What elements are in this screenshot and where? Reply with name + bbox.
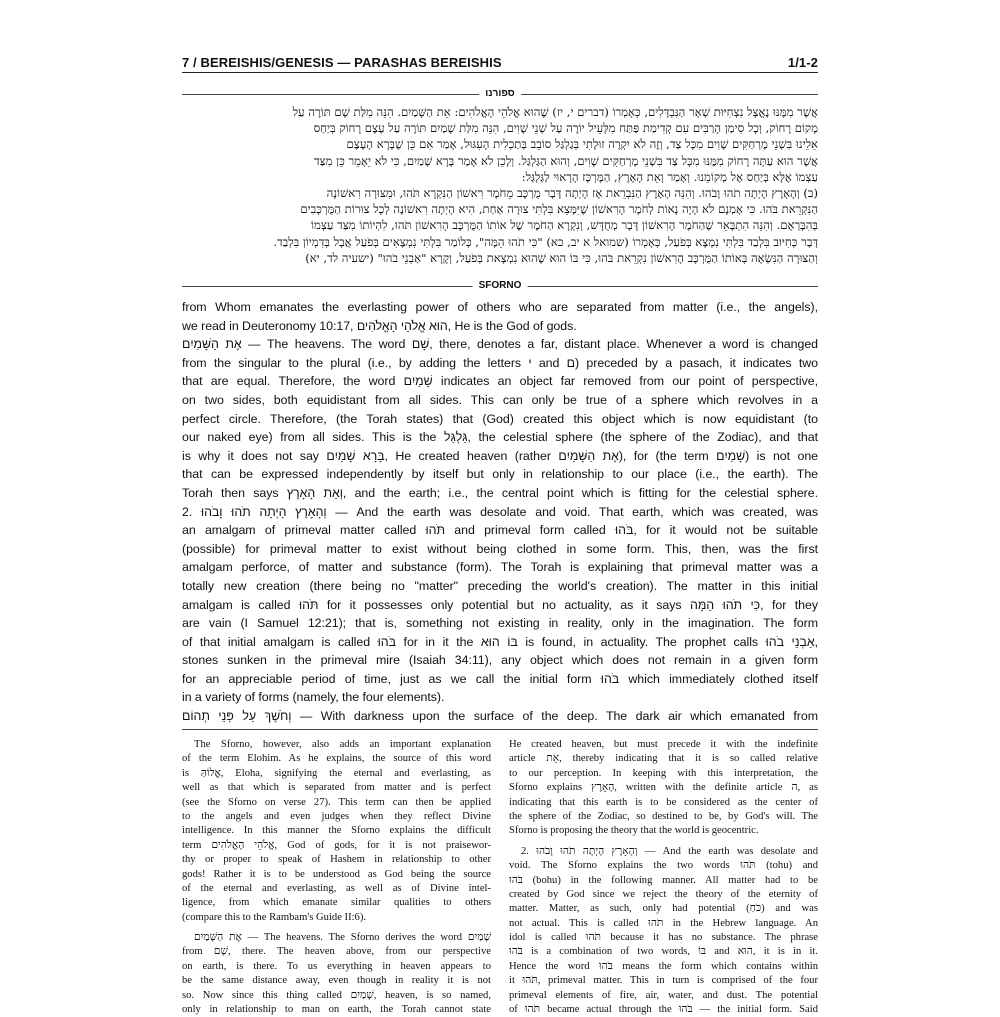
footnote-line: the sphere of the Zodiac, so destined to be, by God's will. The xyxy=(509,810,818,822)
header-rule xyxy=(182,72,818,73)
sforno-line: is why it does not say בָּרָא שָׁמַיִם, He created heaven (rather אֶת הַשָּׁמַיִם), for (the term שָׁמַיִם) is not one xyxy=(182,448,818,463)
sforno-section-label: SFORNO xyxy=(473,280,528,292)
footnote-line: void. The Sforno explains the two words תֹּהוּ (tohu) and xyxy=(509,860,818,872)
sforno-line: that are equal. Therefore, the word שָׁמַיִם indicates an object far removed from our point of perspective, xyxy=(182,374,818,389)
footnote-line: thy or proper to speak of Hashem in relationship to other xyxy=(182,854,491,866)
sforno-line: וְחֹשֶׁךְ עַל פְּנֵי תְהוֹם — With darkness upon the surface of the deep. The dark air which emanated from xyxy=(182,709,818,724)
hebrew-section-divider xyxy=(182,88,818,100)
footnote-line: term אֱלֹהֵי הָאֱלֹהִים, God of gods, for it is not praisewor- xyxy=(182,839,491,851)
sforno-line: we read in Deuteronomy 10:17, הוּא אֱלֹהֵי הָאֱלֹהִים, He is the God of gods. xyxy=(182,318,577,333)
sforno-line: amalgam is called תֹּהוּ for it possesses only potential but no actuality, as it says כִּי תֹהוּ הֵמָּה, for they xyxy=(182,597,818,612)
hebrew-line: עַצְמוֹ אֶלָּא בְּיַחַס אֶל מְקוֹמֵנוּ. וְאָמַר וְאֵת הָאָרֶץ, הַמֶּרְכָּז הָרָאוּי לַגַּלְגַּל: xyxy=(521,169,818,184)
sforno-line: totally new creation (there being no "matter" preceding the world's creation). The matter in this initial xyxy=(182,578,818,593)
sforno-line: an amalgam of primeval matter called תֹּהוּ and primeval form called בֹּהוּ, for it would not be suitable xyxy=(182,523,818,538)
hebrew-commentary xyxy=(182,104,818,266)
footnote-line: intelligence. In this manner the Sforno explains the difficult xyxy=(182,825,491,837)
sforno-line: our naked eye) from all sides. This is the גַּלְגַּל, the celestial sphere (the sphere of the Zodiac), and that xyxy=(182,430,818,445)
footnote-line: בֹּהוּ (bohu) in the following manner. All matter had to be xyxy=(509,874,818,886)
footnote-line: ligence, from which emanate similar qualities to others xyxy=(182,897,491,909)
footnote-line: be the same distance away, even though in reality it is not xyxy=(182,975,491,987)
footnote-line: Sforno explains הָאָרֶץ, written with the definite article ה, as xyxy=(509,782,818,794)
header-title: 7 / BEREISHIS/GENESIS — PARASHAS BEREISHIS xyxy=(182,55,502,70)
footnote-line: בֹּהוּ is a combination of two words, בּוֹ and הוּא, it is in it. xyxy=(509,946,818,958)
footnote-line: The Sforno, however, also adds an important explanation xyxy=(194,739,491,750)
footnote-line: indicating that this earth is to be considered as the center of xyxy=(509,796,818,808)
sforno-line: from the singular to the plural (i.e., by adding the letters י and ם) preceded by a pasach, it indicates two xyxy=(182,355,818,370)
sforno-line: stones sunken in the primeval mire (Isaiah 34:11), any object which does not remain in a given form xyxy=(182,653,818,668)
footnotes-left-column xyxy=(182,738,491,1017)
footnotes xyxy=(182,738,818,1017)
sforno-section-divider xyxy=(182,280,818,292)
footnote-line: of the eternal and everlasting, as well as of Divine intel- xyxy=(182,882,491,894)
sforno-translation xyxy=(182,298,818,726)
footnotes-rule xyxy=(182,729,818,730)
sforno-line: (possible) for primeval matter to exist without being clothed in some form. This, then, was the first xyxy=(182,541,818,556)
hebrew-line: מָקוֹם רָחוֹק, וְכָל סִימַן הָרַבִּים עִם קְדִימַת פַּתַּח מִלְּעֵיל יוֹרֶה עַל שְׁנֵי שָׁוִים, הִנֵּה מִלַּת שָׁמַיִם תּוֹרֶה עַל עֶצֶם רָחוֹק בְּיַחַס xyxy=(313,121,818,136)
footnote-line: is אֱלוֹהַּ, Eloha, signifying the eternal and everlasting, as xyxy=(182,767,491,779)
footnote-line: to the angels and even judges when they reflect Divine xyxy=(182,810,491,822)
sforno-line: perfect circle. Therefore, (the Torah states) that (God) created this object which is now equidistant (to xyxy=(182,411,818,426)
sforno-line: אֶת הַשָּׁמַיִם — The heavens. The word שָׁם, there, denotes a far, distant place. Whenever a word is changed xyxy=(182,337,818,352)
hebrew-line: (ב) וְהָאָרֶץ הָיְתָה תֹהוּ וָבֹהוּ. וְהִנֵּה הָאָרֶץ הַנִּבְרֵאת אָז הָיְתָה דָּבָר מֻרְכָּב מֵחֹמֶר רִאשׁוֹן הַנִּקְרָא תֹּהוּ, וּמִצּוּרָה רִאשׁוֹנָה xyxy=(326,185,818,200)
hebrew-line: הַנִּקְרֵאת בֹּהוּ. כִּי אָמְנָם לֹא הָיָה נָאוֹת לְחֹמֶר הָרִאשׁוֹן שֶׁיִּמָּצֵא בִּלְתִּי צוּרָה אַחַת, הִיא הָיְתָה רִאשׁוֹנָה לְכָל צוּרוֹת הַמֻּרְכָּבִים xyxy=(300,202,818,217)
sforno-line: are vain (I Samuel 12:21); that is, something not existing in reality, only in the imagination. The form xyxy=(182,616,818,631)
hebrew-line: דָּבָר כְּחִיּוּב בִּלְבַד בִּלְתִּי נִמְצָא בְּפֹעַל, כְּאָמְרוֹ (שמואל א יב, כא) "כִּי תֹהוּ הֵמָּה", כְּלוֹמַר בִּלְתִּי נִמְצָאִים בְּפֹעַל אֲבָל בְּדִמְיוֹן בִּלְבַד. xyxy=(273,234,818,249)
footnote-line: so. Now since this thing called שָׁמַיִם, heaven, is so named, xyxy=(182,989,491,1001)
footnote-line: only in relationship to man on earth, the Torah cannot state xyxy=(182,1004,491,1016)
hebrew-line: אֲשֶׁר מִמֶּנּוּ נֶאֱצָל נִצְחִיּוּת שְׁאָר הַנִּבְדָּלִים, כְּאָמְרוֹ (דברים י, יז) שֶׁהוּא אֱלֹהֵי הָאֱלֹהִים: אֵת הַשָּׁמַיִם. הִנֵּה מִלַּת שָׁם תּוֹרֶה עַל xyxy=(292,105,818,119)
sforno-line: amalgam perforce, of matter and substance (form). The Torah is explaining that primeval matter was a xyxy=(182,560,818,575)
sforno-line: Torah then says וְאֵת הָאָרֶץ, and the earth; i.e., the central point which is fitting for the celestial sphere. xyxy=(182,485,818,500)
hebrew-line: אֵלֵינוּ בִּשְׁנֵי מֶרְחַקִּים שָׁוִים מִכָּל צַד, וְזֶה לֹא יִקְרֶה זוּלָתִי בְּגַלְגַּל סוֹבֵב בְּתַכְלִית הָעִגּוּל, אָמַר אִם כֵּן שֶׁבָּרָא הָעֶצֶם xyxy=(346,137,818,152)
footnote-line: of the term Elohim. As he explains, the source of this word xyxy=(182,753,491,765)
footnote-line: matter. Matter, as such, only had potential (כֹּחַ) and was xyxy=(509,903,818,915)
footnote-line: gods! Rather it is to be understood as God being the source xyxy=(182,868,491,880)
sforno-line: for an appreciable period of time, just as we call the initial form בֹּהוּ which immediately clothed itself xyxy=(182,671,818,686)
footnote-line: from שָׁם, there. The heaven above, from our perspective xyxy=(182,946,491,958)
hebrew-line: אֲשֶׁר הוּא עַתָּה רָחוֹק מִמֶּנּוּ מִכָּל צַד בִּשְׁנֵי מֶרְחַקִּים שָׁוִים, וְהוּא הַגַּלְגַּל. וְלָכֵן לֹא אָמַר בָּרָא שָׁמַיִם, כִּי לֹא יֵאָמֵר כֵּן מִצַּד xyxy=(313,153,818,168)
footnote-line: of תֹּהוּ became actual through the בֹּהוּ — the initial form. Said xyxy=(509,1004,818,1016)
sforno-line: of that initial amalgam is called בֹּהוּ for in it the בּוֹ הוּא is found, in actuality. The prophet calls אַבְנֵי בֹהוּ, xyxy=(182,634,818,649)
sforno-line: 2. וְהָאָרֶץ הָיְתָה תֹהוּ וָבֹהוּ — And the earth was desolate and void. That earth, which was created, was xyxy=(182,504,818,519)
hebrew-line: בְּהִבָּרְאָם. וְהִנֵּה הִתְבָּאֵר שֶׁהַחֹמֶר הָרִאשׁוֹן דָּבָר מְחֻדָּשׁ, וְנִקְרָא הַחֹמֶר שֶׁל אוֹתוֹ הַמֻּרְכָּב הָרִאשׁוֹן תֹּהוּ, לִהְיוֹתוֹ מִצַּד עַצְמוֹ xyxy=(310,218,818,233)
footnote-line: idol is called תֹּהוּ because it has no substance. The phrase xyxy=(509,932,818,944)
footnote-line: on earth, is there. To us everything in heaven appears to xyxy=(182,960,491,972)
footnote-line: (compare this to the Rambam's Guide II:6). xyxy=(182,911,367,923)
page xyxy=(182,48,818,1016)
sforno-line: on two sides, both equidistant from all sides. This can only be true of a sphere which revolves in a xyxy=(182,392,818,407)
header-verse-ref: 1/1-2 xyxy=(787,55,818,70)
running-header xyxy=(182,48,818,70)
footnote-line: (see the Sforno on verse 27). This term can then be applied xyxy=(182,796,491,808)
footnote-line: not actual. This is called תֹּהוּ in the Hebrew language. An xyxy=(509,917,818,929)
footnote-line: article אֵת, thereby indicating that it is so called relative xyxy=(509,753,818,765)
footnote-line: it תֹּהוּ, primeval matter. This in turn is comprised of the four xyxy=(509,975,818,987)
footnote-line: primeval elements of fire, air, water, and dust. The potential xyxy=(509,989,818,1001)
footnote-line: אֶת הַשָּׁמַיִם — The heavens. The Sforno derives the word שָׁמַיִם xyxy=(194,932,491,944)
sforno-line: in a variety of forms (namely, the four elements). xyxy=(182,690,445,705)
footnote-line: Hence the word בֹּהוּ means the form which contains within xyxy=(509,960,818,972)
footnote-line: well as that which is separated from matter and is perfect xyxy=(182,782,491,794)
footnote-line: created by God since we reject the theory of the eternity of xyxy=(509,888,818,900)
footnote-line: He created heaven, but must precede it with the indefinite xyxy=(509,739,818,750)
sforno-line: that can be expressed independently by itself but only in relationship to our place (i.e., the earth). The xyxy=(182,467,818,482)
footnote-line: 2. וְהָאָרֶץ הָיְתָה תֹהוּ וָבֹהוּ — And the earth was desolate and xyxy=(521,845,818,857)
sforno-line: from Whom emanates the everlasting power of others who are separated from matter (i.e., the angels), xyxy=(182,300,818,314)
hebrew-section-label: ספורנו xyxy=(479,88,521,100)
hebrew-line: וְהַצּוּרָה הַנִּשְׂאָה בְּאוֹתוֹ הַמֻּרְכָּב הָרִאשׁוֹן נִקְרֵאת בֹּהוּ, כִּי בּוֹ הוּא שֶׁהוּא נִמְצָאת בְּפֹעַל, וְקָרָא "אַבְנֵי בֹהוּ" (ישעיה לד, יא) xyxy=(305,250,818,265)
footnote-line: to our perception. In keeping with this interpretation, the xyxy=(509,767,818,779)
footnote-line: Sforno is proposing the theory that the world is geocentric. xyxy=(509,825,759,837)
footnotes-right-column xyxy=(509,738,818,1017)
